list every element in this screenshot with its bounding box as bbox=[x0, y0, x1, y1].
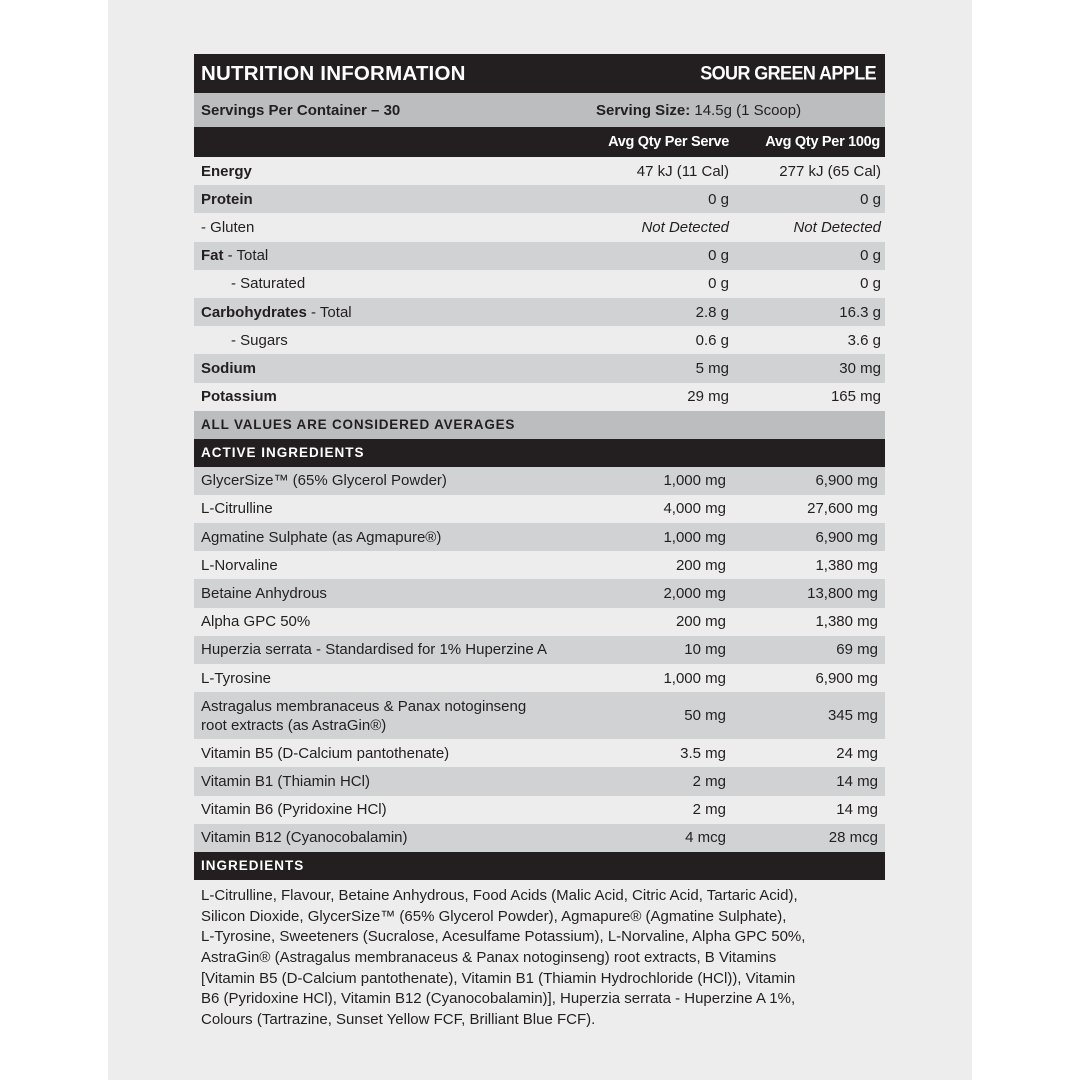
ingredient-name: GlycerSize™ (65% Glycerol Powder) bbox=[201, 472, 447, 490]
value-per-100g: 3.6 g bbox=[847, 331, 881, 349]
table-row bbox=[194, 185, 885, 213]
value-per-100g: 0 g bbox=[860, 190, 881, 208]
value-per-serve: 50 mg bbox=[684, 707, 726, 725]
serving-size-label: Serving Size: bbox=[596, 101, 691, 119]
nutrient-name: Fat bbox=[201, 247, 224, 265]
value-per-100g: 0 g bbox=[860, 275, 881, 293]
value-per-serve: 2 mg bbox=[692, 801, 726, 819]
ingredient-name: L-Citrulline bbox=[201, 500, 273, 518]
table-row bbox=[194, 270, 885, 298]
table-row bbox=[194, 767, 885, 795]
value-per-100g: 24 mg bbox=[836, 744, 878, 762]
value-per-100g: 6,900 mg bbox=[815, 669, 878, 687]
value-per-100g: 13,800 mg bbox=[807, 585, 878, 603]
ingredient-name: L-Tyrosine bbox=[201, 669, 272, 687]
ingredients-line: L-Tyrosine, Sweeteners (Sucralose, Acesulfame Potassium), L-Norvaline, Alpha GPC 50%, bbox=[201, 928, 806, 946]
ingredient-name: Vitamin B1 (Thiamin HCl) bbox=[201, 772, 370, 790]
value-per-100g: 1,380 mg bbox=[815, 613, 878, 631]
value-per-100g: 27,600 mg bbox=[807, 500, 878, 518]
table-row bbox=[194, 551, 885, 579]
value-per-100g: 277 kJ (65 Cal) bbox=[779, 162, 881, 180]
ingredient-name: Vitamin B12 (Cyanocobalamin) bbox=[201, 829, 408, 847]
table-row bbox=[194, 824, 885, 852]
table-row bbox=[194, 523, 885, 551]
nutrient-suffix: - Total bbox=[306, 303, 352, 321]
servings-per-container: Servings Per Container – 30 bbox=[201, 101, 401, 119]
ingredient-name: Agmatine Sulphate (as Agmapure®) bbox=[201, 528, 442, 546]
value-per-100g: 28 mcg bbox=[828, 829, 878, 847]
ingredient-name-line-2: root extracts (as AstraGin®) bbox=[201, 716, 387, 734]
active-ingredients-table bbox=[194, 467, 885, 852]
value-per-100g: 1,380 mg bbox=[815, 556, 878, 574]
nutrient-name: Potassium bbox=[201, 388, 277, 406]
ingredients-line: B6 (Pyridoxine HCl), Vitamin B12 (Cyanocobalamin)], Huperzia serrata - Huperzine A 1%, bbox=[201, 990, 796, 1008]
value-per-serve: 3.5 mg bbox=[680, 744, 726, 762]
table-row bbox=[194, 298, 885, 326]
value-per-100g: 345 mg bbox=[827, 707, 878, 725]
nutrition-panel bbox=[194, 54, 885, 1031]
ingredient-name: Alpha GPC 50% bbox=[201, 613, 311, 631]
value-per-serve: 29 mg bbox=[687, 388, 729, 406]
title-bar bbox=[194, 54, 885, 93]
value-per-serve: 5 mg bbox=[695, 359, 729, 377]
value-per-100g: 69 mg bbox=[836, 641, 878, 659]
table-row bbox=[194, 739, 885, 767]
ingredient-name-line-1: Astragalus membranaceus & Panax notoginseng bbox=[201, 697, 527, 715]
ingredient-name: L-Norvaline bbox=[201, 556, 278, 574]
value-per-serve: 0 g bbox=[708, 190, 729, 208]
panel-title: NUTRITION INFORMATION bbox=[201, 61, 466, 85]
nutrient-sub-name: - Saturated bbox=[231, 275, 306, 293]
nutrient-sub-name: - Sugars bbox=[231, 331, 288, 349]
value-per-100g: 165 mg bbox=[830, 388, 881, 406]
table-row bbox=[194, 796, 885, 824]
serving-size-value: 14.5g (1 Scoop) bbox=[694, 101, 802, 119]
value-per-100g: 16.3 g bbox=[839, 303, 881, 321]
value-per-serve: 0 g bbox=[708, 275, 729, 293]
value-per-100g: 30 mg bbox=[839, 359, 881, 377]
value-per-serve: 0 g bbox=[708, 247, 729, 265]
averages-note: ALL VALUES ARE CONSIDERED AVERAGES bbox=[194, 411, 885, 439]
nutrition-table bbox=[194, 157, 885, 411]
ingredient-name bbox=[194, 697, 594, 735]
ingredients-line: [Vitamin B5 (D-Calcium pantothenate), Vitamin B1 (Thiamin Hydrochloride (HCl)), Vitamin bbox=[201, 969, 796, 987]
value-per-serve: 4,000 mg bbox=[663, 500, 726, 518]
col-header-per-100g: Avg Qty Per 100g bbox=[765, 134, 880, 150]
table-row bbox=[194, 692, 885, 739]
table-row bbox=[194, 354, 885, 382]
value-per-100g: 0 g bbox=[860, 247, 881, 265]
column-headers bbox=[194, 127, 885, 157]
value-per-100g: 14 mg bbox=[836, 801, 878, 819]
serving-bar bbox=[194, 93, 885, 127]
table-row bbox=[194, 608, 885, 636]
table-row bbox=[194, 664, 885, 692]
ingredient-name: Vitamin B5 (D-Calcium pantothenate) bbox=[201, 744, 450, 762]
value-per-serve: 0.6 g bbox=[695, 331, 729, 349]
ingredients-line: Colours (Tartrazine, Sunset Yellow FCF, Brilliant Blue FCF). bbox=[201, 1011, 596, 1029]
table-row bbox=[194, 579, 885, 607]
table-row bbox=[194, 495, 885, 523]
value-per-serve: 2,000 mg bbox=[663, 585, 726, 603]
value-per-100g: Not Detected bbox=[793, 218, 881, 236]
serving-size bbox=[589, 102, 801, 119]
flavour-name: SOUR GREEN APPLE bbox=[700, 62, 876, 84]
nutrient-name: Energy bbox=[201, 162, 252, 180]
value-per-serve: 2.8 g bbox=[695, 303, 729, 321]
value-per-100g: 6,900 mg bbox=[815, 528, 878, 546]
value-per-serve: 1,000 mg bbox=[663, 472, 726, 490]
value-per-100g: 6,900 mg bbox=[815, 472, 878, 490]
ingredients-line: Silicon Dioxide, GlycerSize™ (65% Glycerol Powder), Agmapure® (Agmatine Sulphate), bbox=[201, 907, 787, 925]
table-row bbox=[194, 326, 885, 354]
value-per-serve: 4 mcg bbox=[685, 829, 726, 847]
table-row bbox=[194, 157, 885, 185]
ingredients-line: AstraGin® (Astragalus membranaceus & Panax notoginseng) root extracts, B Vitamins bbox=[201, 949, 777, 967]
value-per-serve: 1,000 mg bbox=[663, 528, 726, 546]
ingredient-name: Huperzia serrata - Standardised for 1% Huperzine A bbox=[201, 641, 548, 659]
ingredient-name: Betaine Anhydrous bbox=[201, 585, 327, 603]
active-ingredients-heading: ACTIVE INGREDIENTS bbox=[194, 439, 885, 467]
table-row bbox=[194, 213, 885, 241]
table-row bbox=[194, 636, 885, 664]
value-per-serve: 10 mg bbox=[684, 641, 726, 659]
value-per-serve: Not Detected bbox=[641, 218, 729, 236]
nutrient-name: Sodium bbox=[201, 359, 256, 377]
nutrient-name: Carbohydrates bbox=[201, 303, 307, 321]
ingredients-heading: INGREDIENTS bbox=[194, 852, 885, 880]
nutrient-sub-name: - Gluten bbox=[201, 218, 255, 236]
nutrient-suffix: - Total bbox=[223, 247, 269, 265]
ingredient-name: Vitamin B6 (Pyridoxine HCl) bbox=[201, 801, 387, 819]
table-row bbox=[194, 383, 885, 411]
value-per-100g: 14 mg bbox=[836, 772, 878, 790]
value-per-serve: 2 mg bbox=[692, 772, 726, 790]
nutrient-name: Protein bbox=[201, 190, 253, 208]
value-per-serve: 1,000 mg bbox=[663, 669, 726, 687]
value-per-serve: 200 mg bbox=[675, 556, 726, 574]
col-header-per-serve: Avg Qty Per Serve bbox=[608, 134, 729, 150]
table-row bbox=[194, 467, 885, 495]
ingredients-list bbox=[194, 880, 885, 1031]
value-per-serve: 200 mg bbox=[675, 613, 726, 631]
value-per-serve: 47 kJ (11 Cal) bbox=[636, 162, 729, 180]
table-row bbox=[194, 242, 885, 270]
ingredients-line: L-Citrulline, Flavour, Betaine Anhydrous, Food Acids (Malic Acid, Citric Acid, Tartaric Acid), bbox=[201, 886, 798, 904]
